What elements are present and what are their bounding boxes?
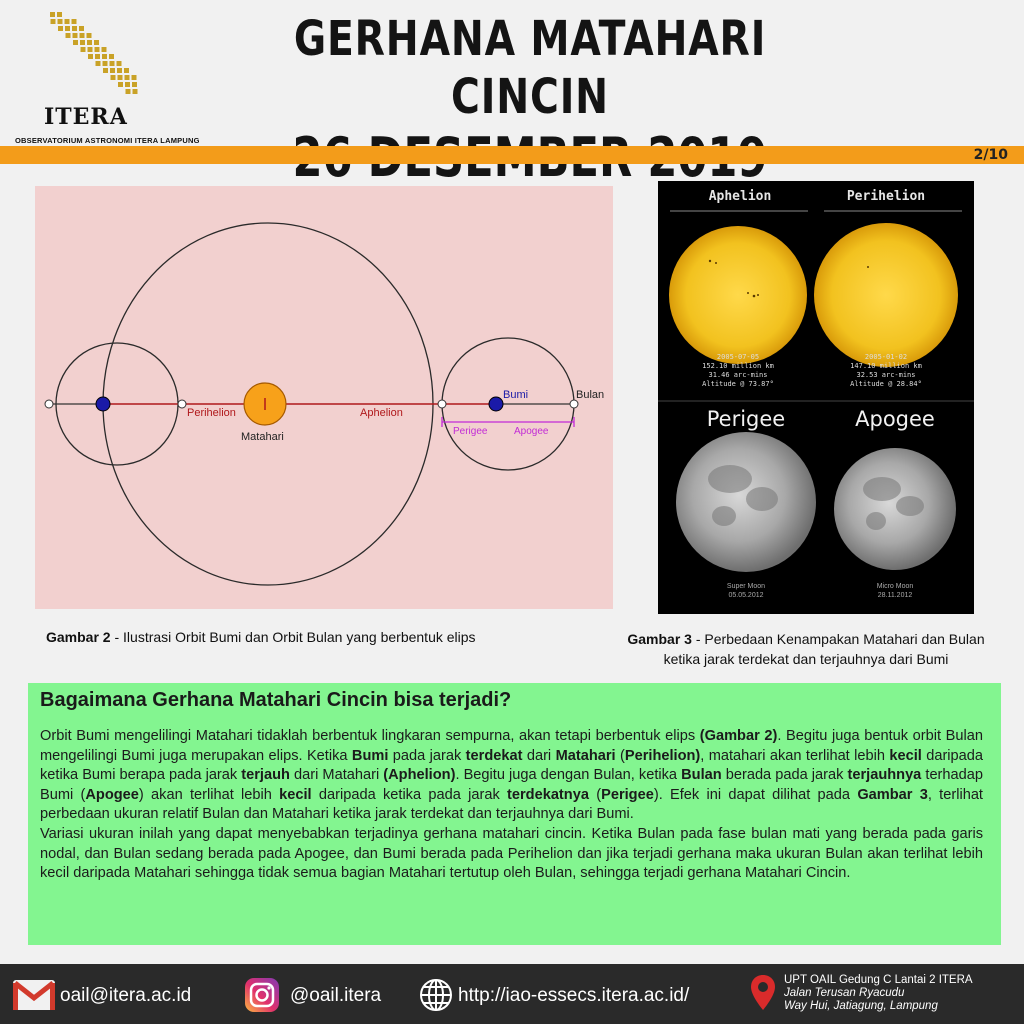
figure-2-orbit-diagram — [35, 186, 613, 609]
logo-dot — [65, 19, 70, 24]
bold-term: Matahari — [555, 747, 616, 764]
logo-name: ITERA — [44, 104, 128, 130]
logo-subtitle: OBSERVATORIUM ASTRONOMI ITERA LAMPUNG — [15, 136, 200, 145]
logo-dot — [133, 89, 138, 94]
logo-dot — [87, 40, 92, 45]
bold-term: kecil — [279, 786, 312, 803]
caption-text: - Ilustrasi Orbit Bumi dan Orbit Bulan yang berbentuk elips — [110, 629, 476, 645]
label-aphelion: Aphelion — [360, 407, 403, 419]
logo-dot — [88, 47, 93, 52]
logo — [8, 8, 200, 145]
label-bumi: Bumi — [503, 389, 529, 401]
footer — [0, 964, 1024, 1024]
bold-term: Gambar 3 — [857, 786, 928, 803]
aphelion-size: 31.46 arc-mins — [708, 371, 768, 379]
label-apogee: Apogee — [514, 426, 549, 437]
logo-dot — [57, 12, 62, 17]
earth-aphelion — [489, 397, 503, 411]
address-line-3: Way Hui, Jatiagung, Lampung — [784, 1000, 938, 1012]
logo-dot — [102, 54, 107, 59]
address-line-2: Jalan Terusan Ryacudu — [784, 987, 905, 999]
logo-dot — [50, 12, 55, 17]
info-box — [28, 683, 1001, 945]
supermoon-date: 05.05.2012 — [728, 592, 764, 599]
aphelion-distance: 152.10 million km — [702, 362, 774, 370]
bold-term: Bumi — [351, 747, 389, 764]
label-perihelion: Perihelion — [187, 407, 236, 419]
label-aphelion-title: Aphelion — [708, 189, 772, 204]
logo-dot — [94, 40, 99, 45]
logo-dot — [88, 54, 93, 59]
logo-dot — [58, 19, 63, 24]
moon-right-outer — [570, 400, 578, 408]
logo-dot — [125, 82, 130, 87]
label-perigee-title: Perigee — [706, 407, 786, 431]
bold-term: terdekatnya — [507, 786, 589, 803]
logo-dot — [51, 19, 56, 24]
logo-dot — [80, 33, 85, 38]
perihelion-date: 2005-01-02 — [864, 353, 908, 361]
logo-dot — [109, 54, 114, 59]
globe-icon — [418, 977, 454, 1013]
logo-dot — [110, 61, 115, 66]
figure-3-comparison-image — [658, 181, 974, 614]
label-apogee-title: Apogee — [855, 407, 935, 431]
logo-dot — [80, 40, 85, 45]
supermoon-label: Super Moon — [726, 583, 766, 590]
logo-dot — [118, 75, 123, 80]
bold-term: Bulan — [681, 767, 722, 784]
title-line-1: GERHANA MATAHARI CINCIN — [293, 11, 767, 125]
micromoon-label: Micro Moon — [876, 583, 914, 590]
instagram-icon — [244, 977, 280, 1013]
label-perihelion-title: Perihelion — [846, 189, 926, 204]
perihelion-altitude: Altitude @ 28.84° — [850, 380, 922, 388]
info-heading: Bagaimana Gerhana Matahari Cincin bisa terjadi? — [40, 689, 512, 711]
itera-logo-mark — [8, 8, 168, 108]
logo-dot — [66, 33, 71, 38]
logo-dot — [79, 26, 84, 31]
logo-dot — [81, 47, 86, 52]
moon-left-inner — [178, 400, 186, 408]
logo-dot — [102, 47, 107, 52]
caption-text-3a: - Perbedaan Kenampakan Matahari dan Bulan — [691, 631, 985, 647]
bold-term: Apogee — [85, 786, 139, 803]
footer-website[interactable]: http://iao-essecs.itera.ac.id/ — [458, 985, 690, 1006]
logo-dot — [87, 33, 92, 38]
perihelion-distance: 147.10 million km — [850, 362, 922, 370]
sun-perihelion — [814, 223, 958, 367]
logo-dot — [65, 26, 70, 31]
aphelion-altitude: Altitude @ 73.87° — [702, 380, 774, 388]
accent-bar — [0, 146, 1024, 164]
label-perigee: Perigee — [453, 426, 488, 437]
moon-right-inner — [438, 400, 446, 408]
sun-aphelion — [669, 226, 807, 364]
logo-dot — [73, 40, 78, 45]
info-body — [40, 727, 983, 884]
bold-term: terjauhnya — [847, 767, 922, 784]
footer-email[interactable]: oail@itera.ac.id — [60, 985, 192, 1006]
address-line-1: UPT OAIL Gedung C Lantai 2 ITERA — [784, 974, 973, 986]
logo-dot — [103, 68, 108, 73]
page-number: 2/10 — [973, 147, 1008, 163]
bold-term: terdekat — [465, 747, 523, 764]
bold-term: kecil — [889, 747, 922, 764]
bold-term: Perigee — [601, 786, 654, 803]
figure-2-caption — [46, 629, 476, 645]
bold-term: terjauh — [241, 767, 290, 784]
logo-dot — [117, 68, 122, 73]
logo-dot — [132, 82, 137, 87]
earth-perihelion — [96, 397, 110, 411]
moon-apogee — [834, 448, 956, 570]
logo-dot — [72, 19, 77, 24]
info-paragraph-2: Variasi ukuran inilah yang dapat menyebabkan terjadinya gerhana matahari cincin. Ketika Bulan pada fase bulan mati yang berada pada garis nodal, dan Bulan sedang berada pada Apogee, dan Bumi berada pada Perihelion dan jika terjadi gerhana maka ukuran Bulan akan terlihat lebih kecil daripada Matahari sehingga tidak semua bagian Matahari tertutup oleh Bulan, sehingga terjadi gerhana Matahari Cincin. — [40, 825, 983, 882]
micromoon-date: 28.11.2012 — [877, 592, 913, 599]
logo-dot — [72, 26, 77, 31]
logo-dot — [73, 33, 78, 38]
label-bulan: Bulan — [576, 389, 605, 401]
moon-perigee — [676, 432, 816, 572]
logo-dot — [118, 82, 123, 87]
aphelion-date: 2005-07-05 — [716, 353, 760, 361]
logo-dot — [95, 54, 100, 59]
orbit-diagram-svg — [35, 186, 613, 609]
logo-dot — [124, 68, 129, 73]
logo-dot — [103, 61, 108, 66]
moon-left-outer — [45, 400, 53, 408]
perihelion-size: 32.53 arc-mins — [856, 371, 916, 379]
logo-dot — [110, 68, 115, 73]
logo-dot — [117, 61, 122, 66]
mail-icon — [12, 979, 56, 1011]
logo-dot — [95, 47, 100, 52]
info-paragraph-1: Orbit Bumi mengelilingi Matahari tidaklah berbentuk lingkaran sempurna, akan tetapi berbentuk elips (Gambar 2). Begitu juga bentuk orbit Bulan mengelilingi Bumi juga merupakan elips. Ketika Bumi pada jarak terdekat dari Matahari (Perihelion), matahari akan terlihat lebih kecil daripada ketika Bumi berapa pada jarak terjauh dari Matahari (Aphelion). Begitu juga dengan Bulan, ketika Bulan berada pada jarak terjauhnya terhadap Bumi (Apogee) akan terlihat lebih kecil daripada ketika pada jarak terdekatnya (Perigee). Efek ini dapat dilihat pada Gambar 3, terlihat perbedaan ukuran relatif Bulan dan Matahari ketika jarak terdekat dan terjauhnya dari Bumi. — [40, 728, 984, 823]
label-matahari: Matahari — [241, 431, 284, 443]
caption-label: Gambar 2 — [46, 629, 111, 645]
figure-3-caption — [596, 629, 1016, 669]
caption-text-3b: ketika jarak terdekat dan terjauhnya dari Bumi — [663, 651, 949, 667]
caption-label-3: Gambar 3 — [627, 631, 692, 647]
logo-dot — [126, 89, 131, 94]
logo-dot — [125, 75, 130, 80]
bold-term: (Aphelion) — [383, 767, 456, 784]
bold-term: (Gambar 2) — [699, 728, 778, 744]
logo-dot — [58, 26, 63, 31]
logo-dot — [132, 75, 137, 80]
bold-term: Perihelion) — [624, 747, 701, 764]
logo-dot — [96, 61, 101, 66]
location-pin-icon — [750, 974, 776, 1012]
logo-dot — [111, 75, 116, 80]
footer-instagram[interactable]: @oail.itera — [290, 985, 382, 1006]
comparison-svg — [658, 181, 974, 614]
footer-address — [784, 974, 973, 1013]
